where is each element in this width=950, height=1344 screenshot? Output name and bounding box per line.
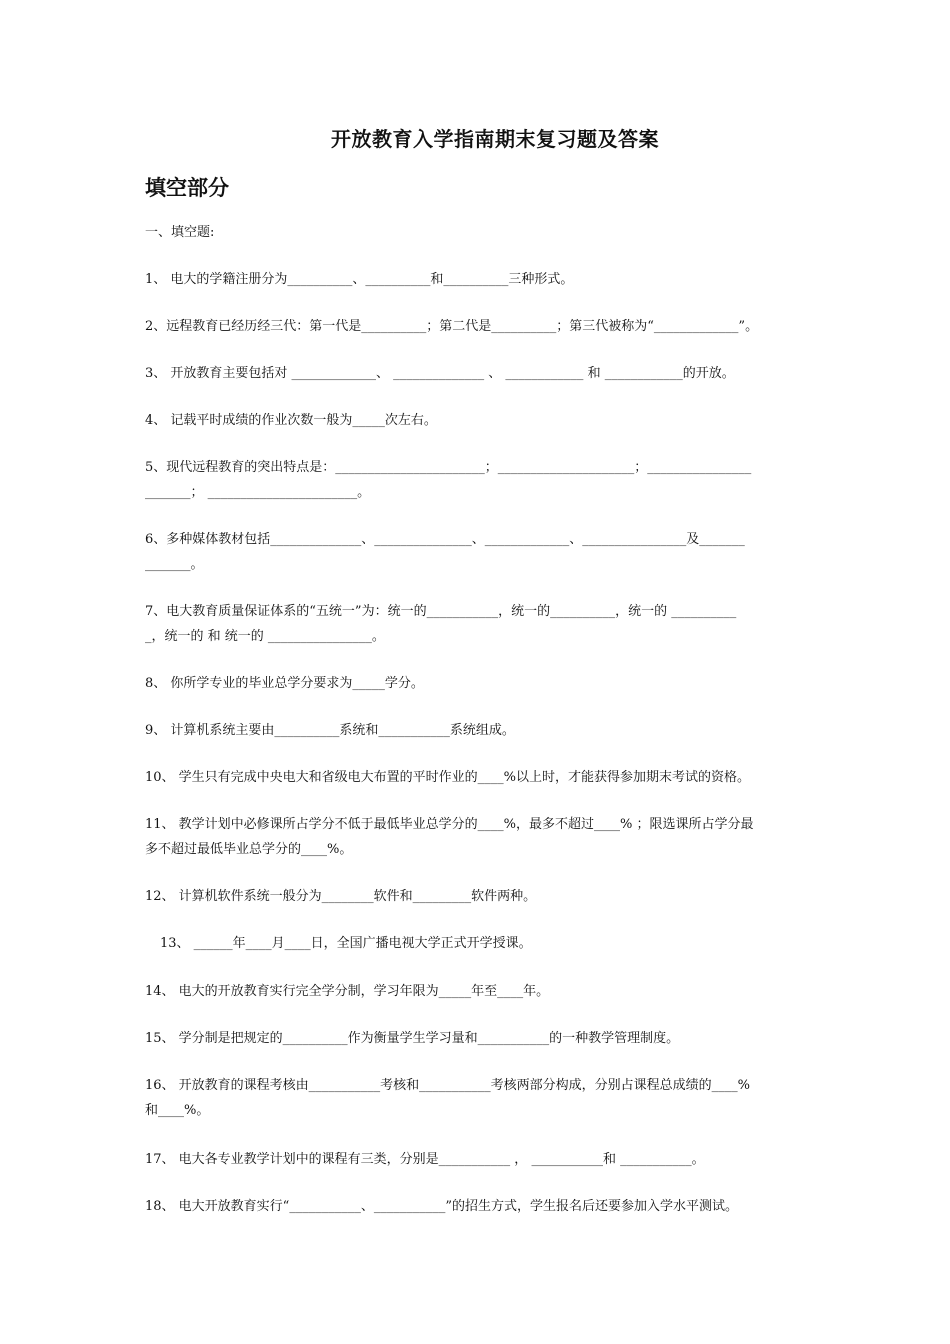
question-line: 9、 计算机系统主要由__________系统和___________系统组成。 — [145, 723, 515, 738]
question-line: 13、 ______年____月____日，全国广播电视大学正式开学授课。 — [160, 936, 532, 951]
question-line: 18、 电大开放教育实行“___________、___________”的招生方式，学生报名后还要参加入学水平测试。 — [145, 1199, 738, 1214]
document-title: 开放教育入学指南期末复习题及答案 — [331, 127, 659, 151]
question-line: 14、 电大的开放教育实行完全学分制，学习年限为_____年至____年。 — [145, 984, 550, 999]
question-line: _，统一的 和 统一的 ________________。 — [145, 629, 385, 644]
question-line: 6、多种媒体教材包括______________、_______________、_____________、________________及_______ — [145, 532, 745, 547]
question-line: 5、现代远程教育的突出特点是：_______________________；_____________________；________________ — [145, 460, 752, 475]
question-line: _______； _______________________。 — [145, 485, 371, 500]
question-line: 8、 你所学专业的毕业总学分要求为_____学分。 — [145, 676, 424, 691]
question-line: 和____%。 — [145, 1103, 210, 1118]
question-line: 10、 学生只有完成中央电大和省级电大布置的平时作业的____%以上时，才能获得参加期末考试的资格。 — [145, 770, 751, 785]
question-line: 11、 教学计划中必修课所占学分不低于最低毕业总学分的____%，最多不超过____% ；限选课所占学分最 — [145, 817, 754, 832]
question-line: 7、电大教育质量保证体系的“五统一”为：统一的___________，统一的__________，统一的 __________ — [145, 604, 737, 619]
question-line: 16、 开放教育的课程考核由___________考核和___________考核两部分构成，分别占课程总成绩的____% — [145, 1078, 751, 1093]
question-line: 12、 计算机软件系统一般分为________软件和_________软件两种。 — [145, 889, 537, 904]
question-line: 1、 电大的学籍注册分为__________、__________和__________三种形式。 — [145, 272, 574, 287]
question-line: 多不超过最低毕业总学分的____%。 — [145, 842, 353, 857]
question-line: 17、 电大各专业教学计划中的课程有三类，分别是___________ ， ___________和 ___________。 — [145, 1152, 705, 1167]
subheading: 一、填空题: — [145, 225, 215, 240]
question-line: 4、 记载平时成绩的作业次数一般为_____次左右。 — [145, 413, 437, 428]
question-line: 15、 学分制是把规定的__________作为衡量学生学习量和___________的一种教学管理制度。 — [145, 1031, 680, 1046]
question-line: 3、 开放教育主要包括对 _____________、 ______________ 、 ____________ 和 ____________的开放。 — [145, 366, 735, 381]
question-line: 2、远程教育已经历经三代：第一代是__________；第二代是__________；第三代被称为“_____________”。 — [145, 319, 759, 334]
section-heading: 填空部分 — [145, 176, 229, 200]
question-line: _______。 — [145, 557, 204, 572]
